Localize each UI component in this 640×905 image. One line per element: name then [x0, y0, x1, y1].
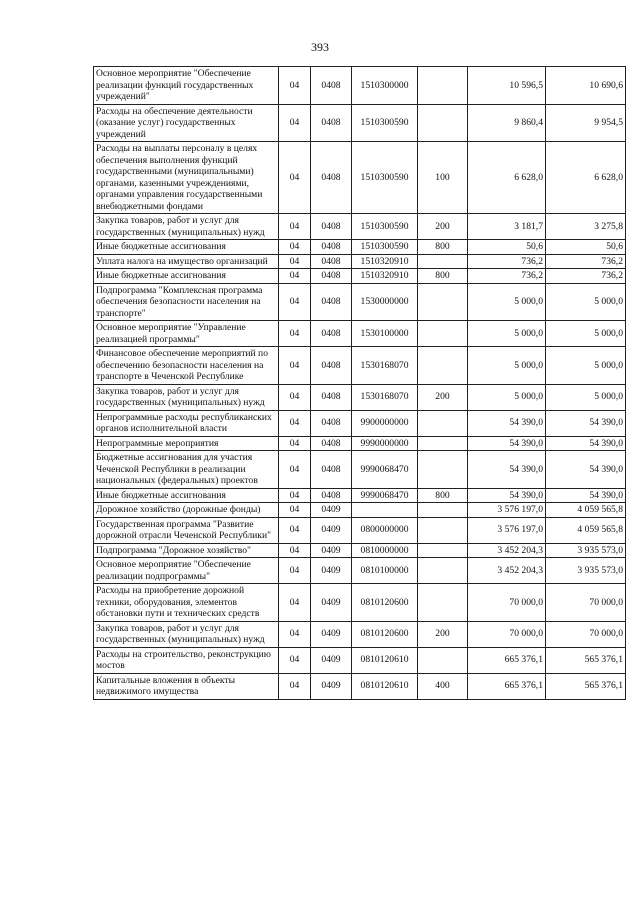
amount-year2-cell: 6 628,0: [546, 142, 626, 214]
row-name-cell: Расходы на строительство, реконструкцию мостов: [94, 647, 279, 673]
row-name-cell: Расходы на обеспечение деятельности (оказание услуг) государственных учреждений: [94, 104, 279, 142]
table-row: [94, 488, 626, 503]
section-code-cell: 04: [279, 142, 311, 214]
target-article-cell: 0800000000: [352, 517, 418, 543]
table-row: [94, 647, 626, 673]
expense-type-cell: [418, 647, 468, 673]
amount-year1-cell: 736,2: [468, 269, 546, 284]
section-code-cell: 04: [279, 673, 311, 699]
table-row: [94, 543, 626, 558]
subsection-code-cell: 0409: [311, 621, 352, 647]
amount-year2-cell: 54 390,0: [546, 451, 626, 489]
expense-type-cell: [418, 436, 468, 451]
amount-year1-cell: 54 390,0: [468, 488, 546, 503]
expense-type-cell: [418, 451, 468, 489]
amount-year2-cell: 565 376,1: [546, 647, 626, 673]
section-code-cell: 04: [279, 104, 311, 142]
amount-year2-cell: 5 000,0: [546, 321, 626, 347]
table-row: [94, 347, 626, 385]
page-number: 393: [311, 40, 329, 54]
amount-year1-cell: 5 000,0: [468, 384, 546, 410]
amount-year1-cell: 5 000,0: [468, 347, 546, 385]
amount-year1-cell: 54 390,0: [468, 451, 546, 489]
row-name-cell: Иные бюджетные ассигнования: [94, 269, 279, 284]
table-row: [94, 436, 626, 451]
subsection-code-cell: 0408: [311, 488, 352, 503]
amount-year2-cell: 9 954,5: [546, 104, 626, 142]
target-article-cell: 1510300590: [352, 214, 418, 240]
target-article-cell: 0810120600: [352, 621, 418, 647]
table-row: [94, 384, 626, 410]
subsection-code-cell: 0408: [311, 254, 352, 269]
subsection-code-cell: 0409: [311, 543, 352, 558]
section-code-cell: 04: [279, 584, 311, 622]
row-name-cell: Бюджетные ассигнования для участия Чеченской Республики в реализации национальных (федеральных) проектов: [94, 451, 279, 489]
expense-type-cell: 200: [418, 214, 468, 240]
target-article-cell: 1510300590: [352, 104, 418, 142]
target-article-cell: 1510300000: [352, 67, 418, 105]
table-row: [94, 254, 626, 269]
subsection-code-cell: 0408: [311, 384, 352, 410]
section-code-cell: 04: [279, 488, 311, 503]
amount-year2-cell: 54 390,0: [546, 488, 626, 503]
target-article-cell: 0810120600: [352, 584, 418, 622]
amount-year1-cell: 70 000,0: [468, 584, 546, 622]
amount-year1-cell: 5 000,0: [468, 283, 546, 321]
expense-type-cell: [418, 283, 468, 321]
target-article-cell: 0810120610: [352, 647, 418, 673]
row-name-cell: Финансовое обеспечение мероприятий по обеспечению безопасности населения на транспорте в Чеченской Республике: [94, 347, 279, 385]
amount-year2-cell: 565 376,1: [546, 673, 626, 699]
amount-year2-cell: 5 000,0: [546, 283, 626, 321]
row-name-cell: Основное мероприятие "Управление реализацией программы": [94, 321, 279, 347]
table-row: [94, 558, 626, 584]
target-article-cell: 0810100000: [352, 558, 418, 584]
subsection-code-cell: 0408: [311, 214, 352, 240]
target-article-cell: 9990000000: [352, 436, 418, 451]
amount-year1-cell: 6 628,0: [468, 142, 546, 214]
expense-type-cell: 200: [418, 384, 468, 410]
subsection-code-cell: 0408: [311, 269, 352, 284]
section-code-cell: 04: [279, 67, 311, 105]
expense-type-cell: 200: [418, 621, 468, 647]
table-row: [94, 621, 626, 647]
expense-type-cell: 100: [418, 142, 468, 214]
target-article-cell: 9900000000: [352, 410, 418, 436]
amount-year1-cell: 3 181,7: [468, 214, 546, 240]
amount-year1-cell: 10 596,5: [468, 67, 546, 105]
table-row: [94, 283, 626, 321]
row-name-cell: Основное мероприятие "Обеспечение реализации функций государственных учреждений": [94, 67, 279, 105]
subsection-code-cell: 0409: [311, 647, 352, 673]
section-code-cell: 04: [279, 558, 311, 584]
subsection-code-cell: 0408: [311, 104, 352, 142]
amount-year2-cell: 70 000,0: [546, 584, 626, 622]
amount-year1-cell: 736,2: [468, 254, 546, 269]
section-code-cell: 04: [279, 321, 311, 347]
section-code-cell: 04: [279, 410, 311, 436]
row-name-cell: Расходы на выплаты персоналу в целях обеспечения выполнения функций государственными (муниципальными) органами, казенными учреждениями, органами управления государственными внебюджетными фондами: [94, 142, 279, 214]
table-row: [94, 104, 626, 142]
row-name-cell: Государственная программа "Развитие дорожной отрасли Чеченской Республики": [94, 517, 279, 543]
section-code-cell: 04: [279, 436, 311, 451]
amount-year2-cell: 54 390,0: [546, 410, 626, 436]
amount-year1-cell: 54 390,0: [468, 436, 546, 451]
expense-type-cell: [418, 503, 468, 518]
expense-type-cell: 800: [418, 488, 468, 503]
section-code-cell: 04: [279, 269, 311, 284]
section-code-cell: 04: [279, 543, 311, 558]
expense-type-cell: [418, 254, 468, 269]
table-row: [94, 410, 626, 436]
section-code-cell: 04: [279, 517, 311, 543]
section-code-cell: 04: [279, 647, 311, 673]
amount-year2-cell: 54 390,0: [546, 436, 626, 451]
subsection-code-cell: 0408: [311, 410, 352, 436]
amount-year2-cell: 3 935 573,0: [546, 543, 626, 558]
expense-type-cell: [418, 584, 468, 622]
section-code-cell: 04: [279, 214, 311, 240]
row-name-cell: Расходы на приобретение дорожной техники, оборудования, элементов обстановки пути и технических средств: [94, 584, 279, 622]
amount-year1-cell: 3 452 204,3: [468, 558, 546, 584]
table-row: [94, 269, 626, 284]
subsection-code-cell: 0408: [311, 347, 352, 385]
subsection-code-cell: 0409: [311, 517, 352, 543]
target-article-cell: 1530000000: [352, 283, 418, 321]
table-row: [94, 584, 626, 622]
row-name-cell: Закупка товаров, работ и услуг для государственных (муниципальных) нужд: [94, 214, 279, 240]
subsection-code-cell: 0408: [311, 142, 352, 214]
expense-type-cell: 800: [418, 240, 468, 255]
amount-year1-cell: 665 376,1: [468, 647, 546, 673]
budget-table: [93, 66, 626, 700]
table-row: [94, 142, 626, 214]
expense-type-cell: [418, 347, 468, 385]
row-name-cell: Непрограммные расходы республиканских органов исполнительной власти: [94, 410, 279, 436]
amount-year2-cell: 5 000,0: [546, 347, 626, 385]
subsection-code-cell: 0408: [311, 436, 352, 451]
table-row: [94, 321, 626, 347]
amount-year2-cell: 5 000,0: [546, 384, 626, 410]
row-name-cell: Уплата налога на имущество организаций: [94, 254, 279, 269]
subsection-code-cell: 0409: [311, 673, 352, 699]
amount-year2-cell: 70 000,0: [546, 621, 626, 647]
subsection-code-cell: 0409: [311, 503, 352, 518]
amount-year1-cell: 3 452 204,3: [468, 543, 546, 558]
subsection-code-cell: 0408: [311, 283, 352, 321]
target-article-cell: 1530168070: [352, 384, 418, 410]
amount-year1-cell: 3 576 197,0: [468, 517, 546, 543]
table-row: [94, 451, 626, 489]
row-name-cell: Капитальные вложения в объекты недвижимого имущества: [94, 673, 279, 699]
table-row: [94, 503, 626, 518]
amount-year2-cell: 50,6: [546, 240, 626, 255]
target-article-cell: 1510300590: [352, 142, 418, 214]
subsection-code-cell: 0409: [311, 584, 352, 622]
expense-type-cell: [418, 558, 468, 584]
table-row: [94, 240, 626, 255]
amount-year2-cell: 4 059 565,8: [546, 517, 626, 543]
section-code-cell: 04: [279, 503, 311, 518]
expense-type-cell: [418, 410, 468, 436]
amount-year1-cell: 665 376,1: [468, 673, 546, 699]
amount-year2-cell: 3 275,8: [546, 214, 626, 240]
row-name-cell: Иные бюджетные ассигнования: [94, 488, 279, 503]
expense-type-cell: [418, 543, 468, 558]
amount-year2-cell: 736,2: [546, 254, 626, 269]
section-code-cell: 04: [279, 254, 311, 269]
row-name-cell: Подпрограмма "Комплексная программа обеспечения безопасности населения на транспорте": [94, 283, 279, 321]
target-article-cell: 0810120610: [352, 673, 418, 699]
amount-year1-cell: 9 860,4: [468, 104, 546, 142]
subsection-code-cell: 0408: [311, 321, 352, 347]
table-row: [94, 517, 626, 543]
amount-year2-cell: 10 690,6: [546, 67, 626, 105]
target-article-cell: 9990068470: [352, 488, 418, 503]
subsection-code-cell: 0408: [311, 240, 352, 255]
target-article-cell: 1510320910: [352, 254, 418, 269]
row-name-cell: Закупка товаров, работ и услуг для государственных (муниципальных) нужд: [94, 384, 279, 410]
row-name-cell: Непрограммные мероприятия: [94, 436, 279, 451]
section-code-cell: 04: [279, 240, 311, 255]
target-article-cell: 1510300590: [352, 240, 418, 255]
row-name-cell: Основное мероприятие "Обеспечение реализации подпрограммы": [94, 558, 279, 584]
section-code-cell: 04: [279, 384, 311, 410]
target-article-cell: 1530100000: [352, 321, 418, 347]
target-article-cell: 1510320910: [352, 269, 418, 284]
table-row: [94, 67, 626, 105]
amount-year1-cell: 54 390,0: [468, 410, 546, 436]
target-article-cell: [352, 503, 418, 518]
target-article-cell: 0810000000: [352, 543, 418, 558]
expense-type-cell: [418, 517, 468, 543]
expense-type-cell: [418, 104, 468, 142]
amount-year1-cell: 50,6: [468, 240, 546, 255]
amount-year1-cell: 3 576 197,0: [468, 503, 546, 518]
subsection-code-cell: 0408: [311, 67, 352, 105]
table-row: [94, 673, 626, 699]
amount-year2-cell: 736,2: [546, 269, 626, 284]
amount-year1-cell: 70 000,0: [468, 621, 546, 647]
expense-type-cell: [418, 67, 468, 105]
expense-type-cell: 400: [418, 673, 468, 699]
section-code-cell: 04: [279, 451, 311, 489]
amount-year1-cell: 5 000,0: [468, 321, 546, 347]
table-row: [94, 214, 626, 240]
row-name-cell: Закупка товаров, работ и услуг для государственных (муниципальных) нужд: [94, 621, 279, 647]
expense-type-cell: [418, 321, 468, 347]
amount-year2-cell: 3 935 573,0: [546, 558, 626, 584]
row-name-cell: Иные бюджетные ассигнования: [94, 240, 279, 255]
subsection-code-cell: 0409: [311, 558, 352, 584]
amount-year2-cell: 4 059 565,8: [546, 503, 626, 518]
budget-table-body: [94, 67, 626, 700]
section-code-cell: 04: [279, 283, 311, 321]
section-code-cell: 04: [279, 347, 311, 385]
target-article-cell: 1530168070: [352, 347, 418, 385]
row-name-cell: Подпрограмма "Дорожное хозяйство": [94, 543, 279, 558]
expense-type-cell: 800: [418, 269, 468, 284]
section-code-cell: 04: [279, 621, 311, 647]
row-name-cell: Дорожное хозяйство (дорожные фонды): [94, 503, 279, 518]
target-article-cell: 9990068470: [352, 451, 418, 489]
subsection-code-cell: 0408: [311, 451, 352, 489]
